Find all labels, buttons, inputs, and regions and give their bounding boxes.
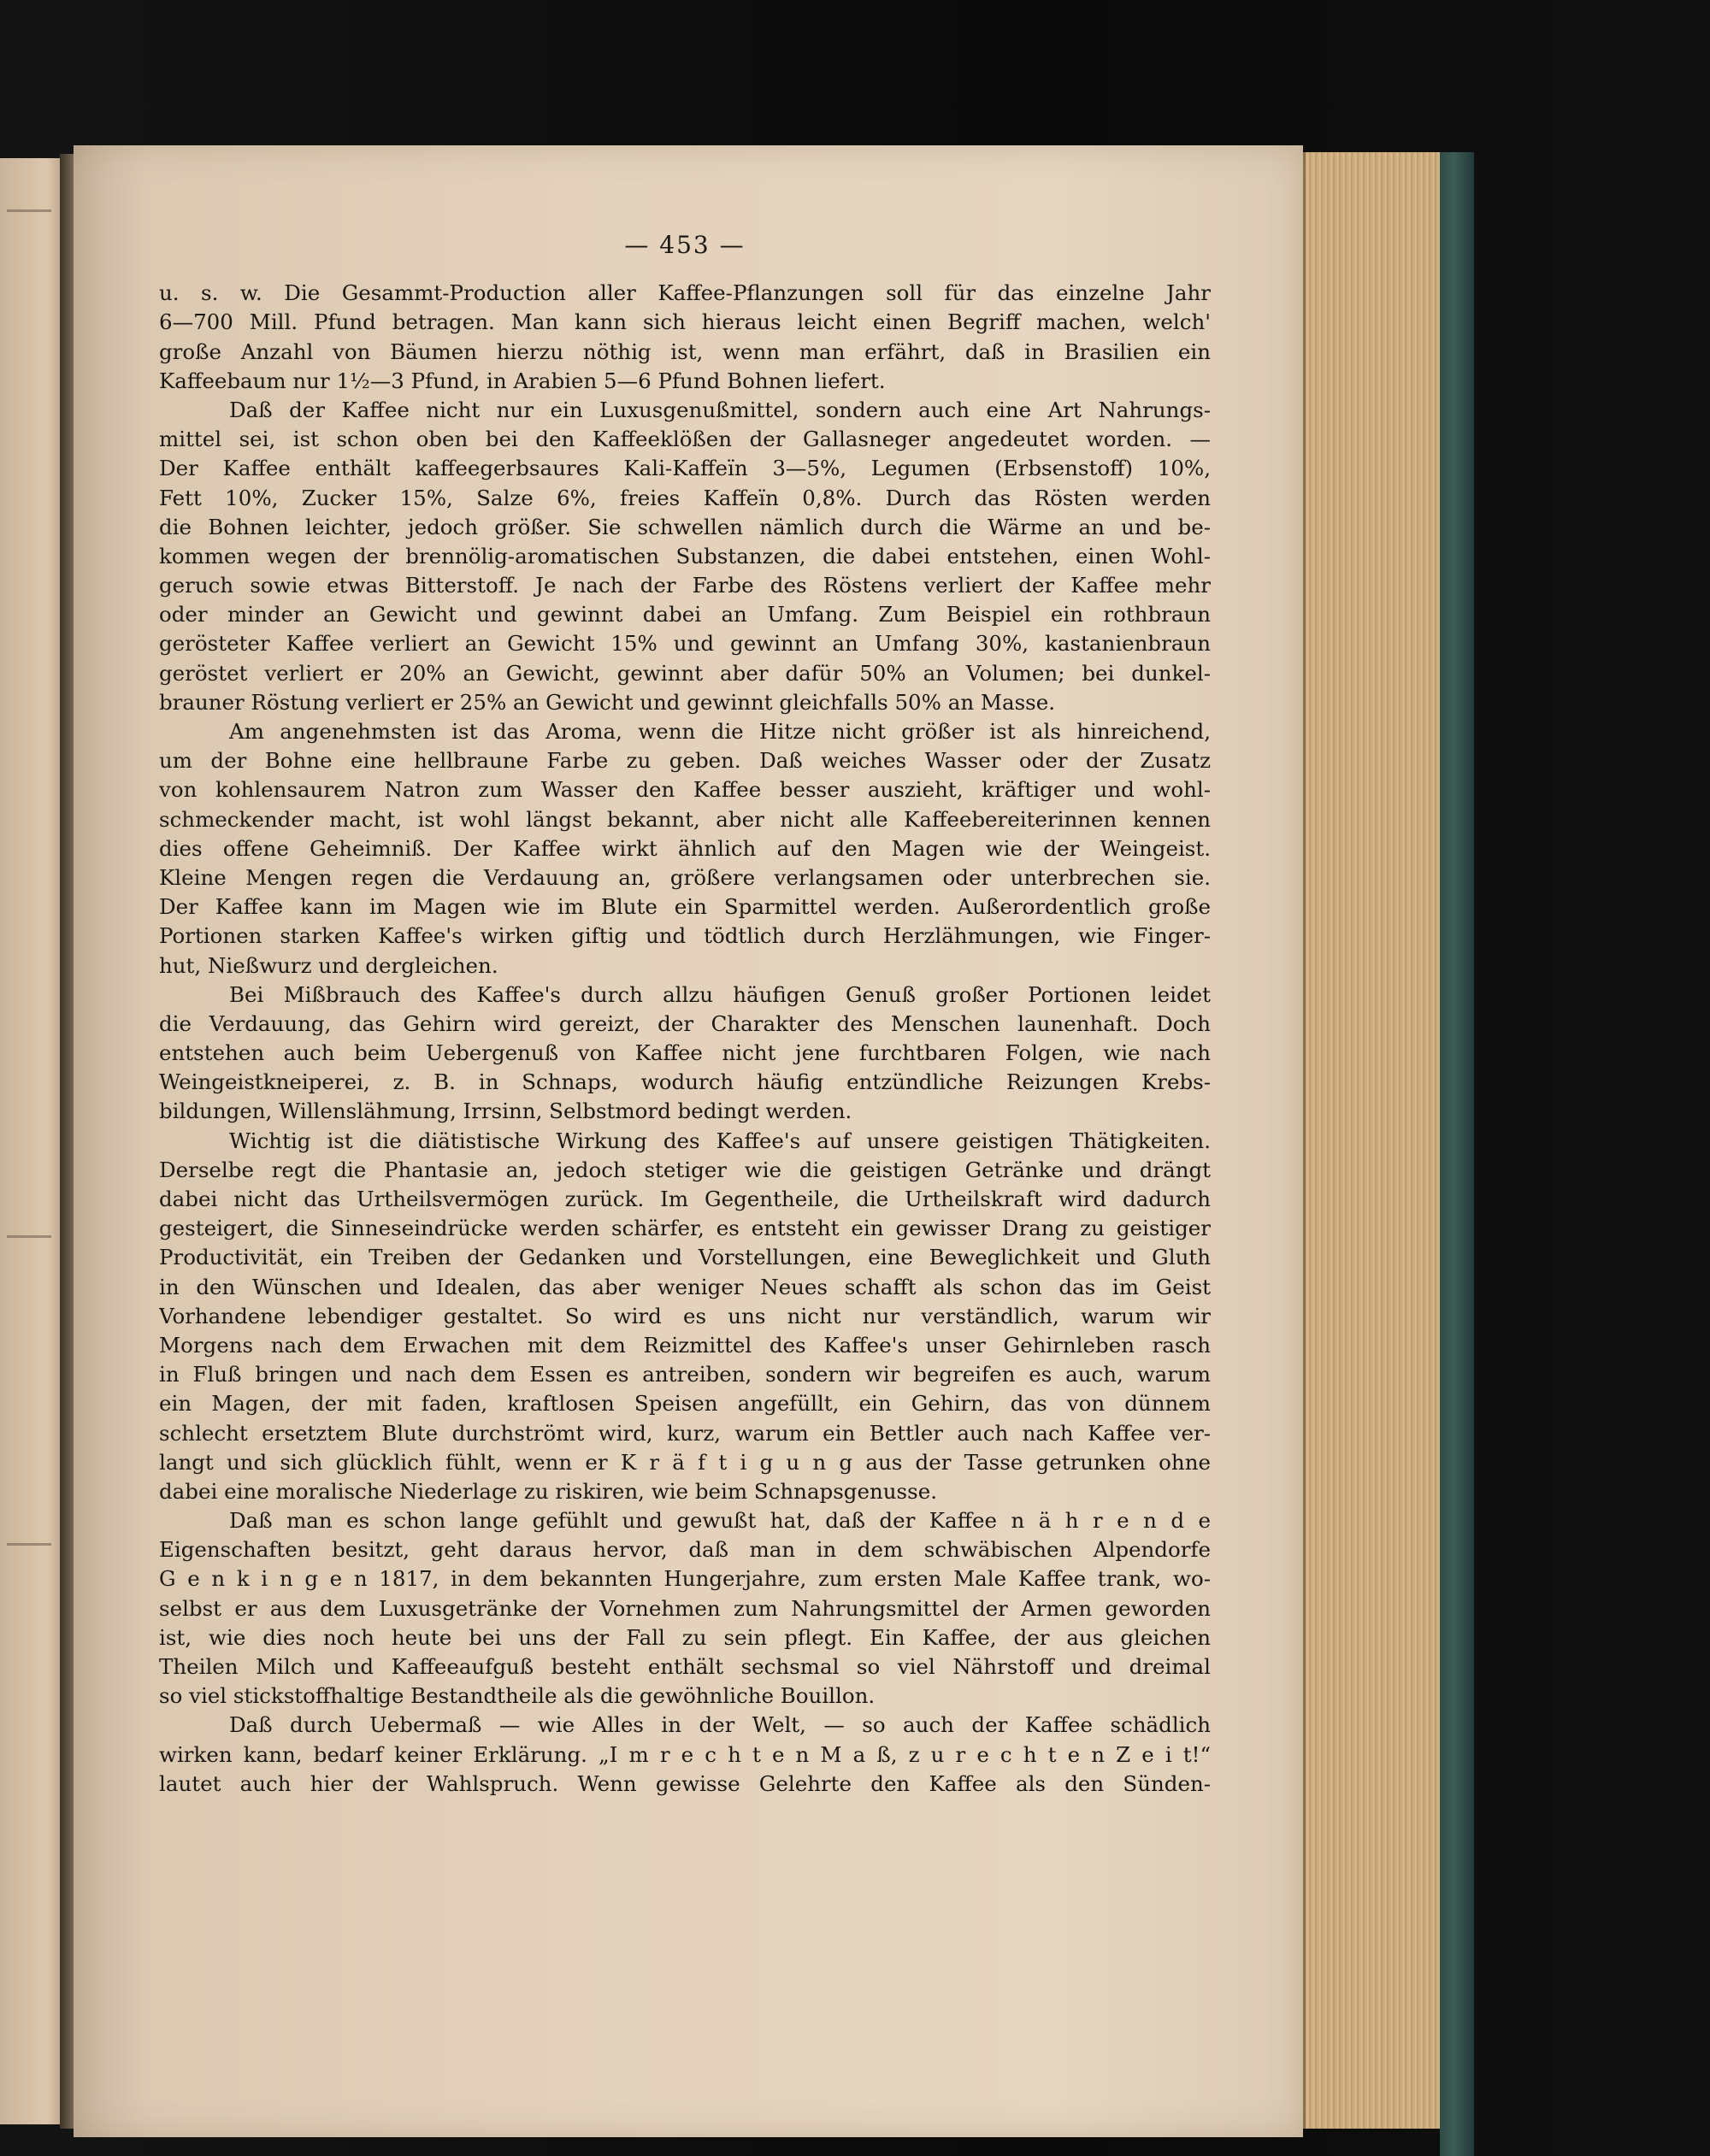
left-page-edge-mark [7, 1543, 51, 1546]
text-line: gesteigert, die Sinneseindrücke werden schärfer, es entsteht ein gewisser Drang zu geistiger [159, 1216, 1211, 1241]
text-line: Der Kaffee enthält kaffeegerbsaures Kali-Kaffeïn 3—5%, Legumen (Erbsenstoff) 10%, [159, 456, 1211, 481]
text-line: Morgens nach dem Erwachen mit dem Reizmittel des Kaffee's unser Gehirnleben rasch [159, 1332, 1211, 1358]
text-line: Am angenehmsten ist das Aroma, wenn die Hitze nicht größer ist als hinreichend, [229, 719, 1211, 745]
text-line: in Fluß bringen und nach dem Essen es antreiben, sondern wir begreifen es auch, warum [159, 1362, 1211, 1387]
left-page-edge-mark [7, 1235, 51, 1238]
text-line: ist, wie dies noch heute bei uns der Fall zu sein pflegt. Ein Kaffee, der aus gleichen [159, 1624, 1211, 1650]
text-line: gerösteter Kaffee verliert an Gewicht 15% und gewinnt an Umfang 30%, kastanienbraun [159, 631, 1211, 657]
text-line: Wichtig ist die diätistische Wirkung des Kaffee's auf unsere geistigen Thätigkeiten. [229, 1128, 1211, 1153]
text-line: mittel sei, ist schon oben bei den Kaffeeklößen der Gallasneger angedeutet worden. — [159, 427, 1211, 452]
text-line: lautet auch hier der Wahlspruch. Wenn gewisse Gelehrte den Kaffee als den Sünden- [159, 1770, 1211, 1796]
text-line: G e n k i n g e n 1817, in dem bekannten Hungerjahre, zum ersten Male Kaffee trank, wo- [159, 1566, 1211, 1592]
text-line: bildungen, Willenslähmung, Irrsinn, Selbstmord bedingt werden. [159, 1099, 852, 1124]
text-line: schlecht ersetztem Blute durchströmt wird, kurz, warum ein Bettler auch nach Kaffee ver- [159, 1420, 1211, 1446]
text-line: Eigenschaften besitzt, geht daraus hervor, daß man in dem schwäbischen Alpendorfe [159, 1537, 1211, 1563]
text-line: kommen wegen der brennölig-aromatischen Substanzen, die dabei entstehen, einen Wohl- [159, 543, 1211, 568]
text-line: die Bohnen leichter, jedoch größer. Sie schwellen nämlich durch die Wärme an und be- [159, 514, 1211, 539]
text-line: Derselbe regt die Phantasie an, jedoch stetiger wie die geistigen Getränke und drängt [159, 1157, 1211, 1182]
page-text [159, 231, 1211, 1799]
text-line: Weingeistkneiperei, z. B. in Schnaps, wodurch häufig entzündliche Reizungen Krebs- [159, 1069, 1211, 1095]
page-number: — 453 — [624, 231, 746, 259]
text-line: dies offene Geheimniß. Der Kaffee wirkt ähnlich auf den Magen wie der Weingeist. [159, 835, 1211, 861]
text-line: ein Magen, der mit faden, kraftlosen Speisen angefüllt, ein Gehirn, das von dünnem [159, 1391, 1211, 1417]
text-line: Portionen starken Kaffee's wirken giftig und tödtlich durch Herzlähmungen, wie Finger- [159, 923, 1211, 949]
text-line: Kaffeebaum nur 1½—3 Pfund, in Arabien 5—6 Pfund Bohnen liefert. [159, 368, 886, 393]
text-line: oder minder an Gewicht und gewinnt dabei an Umfang. Zum Beispiel ein rothbraun [159, 602, 1211, 627]
text-line: so viel stickstoffhaltige Bestandtheile als die gewöhnliche Bouillon. [159, 1683, 876, 1709]
text-line: Theilen Milch und Kaffeeaufguß besteht enthält sechsmal so viel Nährstoff und dreimal [159, 1654, 1211, 1680]
text-line: von kohlensaurem Natron zum Wasser den Kaffee besser auszieht, kräftiger und wohl- [159, 777, 1211, 803]
text-line: selbst er aus dem Luxusgetränke der Vornehmen zum Nahrungsmittel der Armen geworden [159, 1595, 1211, 1621]
book-page [74, 145, 1303, 2137]
book-cover [1440, 152, 1474, 2156]
text-line: Daß der Kaffee nicht nur ein Luxusgenußmittel, sondern auch eine Art Nahrungs- [229, 397, 1211, 422]
text-line: um der Bohne eine hellbraune Farbe zu geben. Daß weiches Wasser oder der Zusatz [159, 748, 1211, 774]
text-line: dabei eine moralische Niederlage zu riskiren, wie beim Schnapsgenusse. [159, 1478, 937, 1504]
text-line: die Verdauung, das Gehirn wird gereizt, der Charakter des Menschen launenhaft. Doch [159, 1010, 1211, 1036]
page-edges [1303, 152, 1442, 2129]
text-line: 6—700 Mill. Pfund betragen. Man kann sich hieraus leicht einen Begriff machen, welch' [159, 309, 1211, 335]
body-text [159, 279, 1211, 1799]
text-line: Productivität, ein Treiben der Gedanken und Vorstellungen, eine Beweglichkeit und Gluth [159, 1245, 1211, 1270]
left-facing-page [0, 158, 69, 2124]
text-line: Bei Mißbrauch des Kaffee's durch allzu häufigen Genuß großer Portionen leidet [229, 981, 1211, 1007]
text-line: langt und sich glücklich fühlt, wenn er K r ä f t i g u n g aus der Tasse getrunken ohne [159, 1449, 1211, 1475]
text-line: Daß man es schon lange gefühlt und gewußt hat, daß der Kaffee n ä h r e n d e [229, 1508, 1211, 1534]
text-line: dabei nicht das Urtheilsvermögen zurück. Im Gegentheile, die Urtheilskraft wird dadurch [159, 1187, 1211, 1212]
text-line: u. s. w. Die Gesammt-Production aller Kaffee-Pflanzungen soll für das einzelne Jahr [159, 280, 1211, 306]
left-page-edge-mark [7, 209, 51, 212]
text-line: Der Kaffee kann im Magen wie im Blute ein Sparmittel werden. Außerordentlich große [159, 894, 1211, 920]
text-line: Kleine Mengen regen die Verdauung an, größere verlangsamen oder unterbrechen sie. [159, 864, 1211, 890]
text-line: geruch sowie etwas Bitterstoff. Je nach der Farbe des Röstens verliert der Kaffee mehr [159, 573, 1211, 598]
text-line: Daß durch Uebermaß — wie Alles in der Welt, — so auch der Kaffee schädlich [229, 1712, 1211, 1738]
text-line: wirken kann, bedarf keiner Erklärung. „I m r e c h t e n M a ß, z u r e c h t e n Z e i t!“ [159, 1741, 1211, 1767]
text-line: in den Wünschen und Idealen, das aber weniger Neues schafft als schon das im Geist [159, 1274, 1211, 1299]
text-line: brauner Röstung verliert er 25% an Gewicht und gewinnt gleichfalls 50% an Masse. [159, 689, 1056, 715]
text-line: entstehen auch beim Uebergenuß von Kaffee nicht jene furchtbaren Folgen, wie nach [159, 1040, 1211, 1066]
text-line: Fett 10%, Zucker 15%, Salze 6%, freies Kaffeïn 0,8%. Durch das Rösten werden [159, 485, 1211, 510]
text-line: Vorhandene lebendiger gestaltet. So wird es uns nicht nur verständlich, warum wir [159, 1303, 1211, 1328]
text-line: große Anzahl von Bäumen hierzu nöthig ist, wenn man erfährt, daß in Brasilien ein [159, 339, 1211, 364]
text-line: hut, Nießwurz und dergleichen. [159, 952, 498, 978]
text-line: schmeckender macht, ist wohl längst bekannt, aber nicht alle Kaffeebereiterinnen kennen [159, 806, 1211, 832]
text-line: geröstet verliert er 20% an Gewicht, gewinnt aber dafür 50% an Volumen; bei dunkel- [159, 660, 1211, 686]
